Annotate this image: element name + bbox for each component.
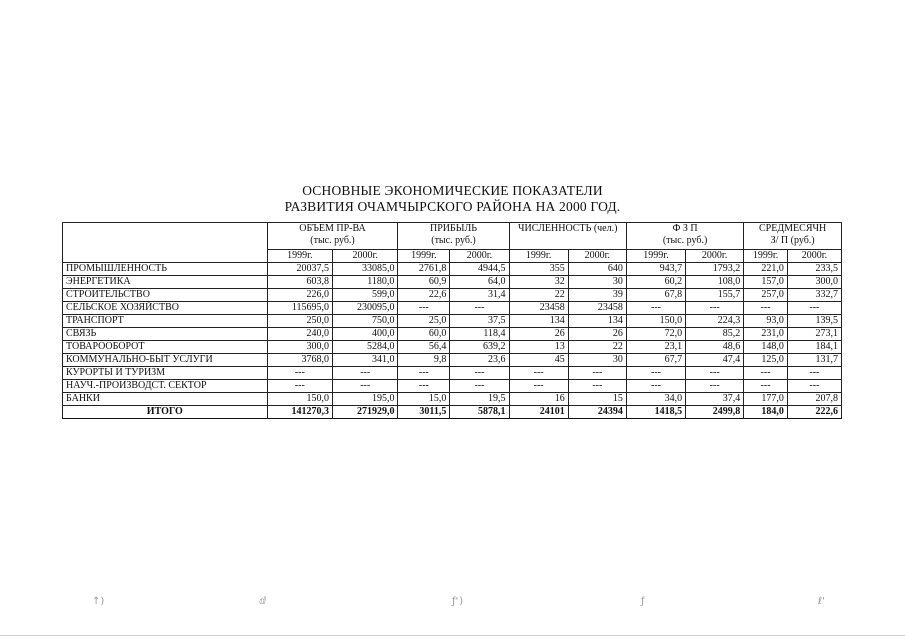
table-cell: 37,5: [450, 315, 509, 328]
table-cell: 48,6: [686, 341, 744, 354]
group-header-avg-salary: [744, 223, 842, 250]
table-cell: 222,6: [787, 406, 841, 419]
table-cell: 85,2: [686, 328, 744, 341]
table-cell: 67,8: [626, 289, 685, 302]
table-cell: 233,5: [787, 263, 841, 276]
table-cell: 300,0: [787, 276, 841, 289]
table-cell: ---: [398, 367, 450, 380]
table-cell: 157,0: [744, 276, 788, 289]
table-cell: 155,7: [686, 289, 744, 302]
table-cell: 72,0: [626, 328, 685, 341]
table-cell: ---: [398, 302, 450, 315]
table-cell: 34,0: [626, 393, 685, 406]
row-name: СВЯЗЬ: [63, 328, 268, 341]
table-cell: ---: [267, 367, 332, 380]
row-name-header: [63, 223, 268, 263]
table-cell: ---: [787, 367, 841, 380]
group-header-label: СРЕДМЕСЯЧН: [759, 223, 827, 234]
margin-mark: ƒ' ): [452, 596, 464, 607]
year-header: 1999г.: [744, 250, 788, 263]
table-cell: 60,9: [398, 276, 450, 289]
table-cell: 60,0: [398, 328, 450, 341]
row-name: ТОВАРООБОРОТ: [63, 341, 268, 354]
year-header: 2000г.: [568, 250, 626, 263]
table-cell: 45: [509, 354, 568, 367]
table-cell: 400,0: [333, 328, 398, 341]
total-row: [63, 406, 842, 419]
table-row: [63, 276, 842, 289]
row-name: НАУЧ.-ПРОИЗВОДСТ. СЕКТОР: [63, 380, 268, 393]
year-header: 2000г.: [450, 250, 509, 263]
group-header-headcount: [509, 223, 626, 250]
table-cell: ---: [267, 380, 332, 393]
table-cell: 943,7: [626, 263, 685, 276]
table-cell: 23458: [509, 302, 568, 315]
table-cell: 4944,5: [450, 263, 509, 276]
year-header: 2000г.: [686, 250, 744, 263]
group-header-row: [63, 223, 842, 250]
table-cell: 22: [568, 341, 626, 354]
table-cell: 15: [568, 393, 626, 406]
table-cell: ---: [398, 380, 450, 393]
group-header-label: ЧИСЛЕННОСТЬ (чел.): [517, 223, 618, 234]
table-cell: ---: [787, 380, 841, 393]
table-cell: 13: [509, 341, 568, 354]
table-cell: 300,0: [267, 341, 332, 354]
row-name: СТРОИТЕЛЬСТВО: [63, 289, 268, 302]
group-header-unit: (тыс. руб.): [662, 235, 708, 246]
table-cell: ---: [686, 367, 744, 380]
table-cell: 67,7: [626, 354, 685, 367]
table-cell: 273,1: [787, 328, 841, 341]
title-line-2: РАЗВИТИЯ ОЧАМЧЫРСКОГО РАЙОНА НА 2000 ГОД.: [284, 199, 621, 214]
table-cell: 750,0: [333, 315, 398, 328]
row-name: ПРОМЫШЛЕННОСТЬ: [63, 263, 268, 276]
table-cell: ---: [626, 302, 685, 315]
table-cell: 184,1: [787, 341, 841, 354]
table-cell: ---: [626, 367, 685, 380]
title-line-1: ОСНОВНЫЕ ЭКОНОМИЧЕСКИЕ ПОКАЗАТЕЛИ: [302, 183, 603, 198]
group-header-unit: (тыс. руб.): [431, 235, 476, 246]
year-header: 1999г.: [509, 250, 568, 263]
table-cell: 271929,0: [333, 406, 398, 419]
table-cell: 39: [568, 289, 626, 302]
table-cell: ---: [333, 367, 398, 380]
table-cell: 30: [568, 354, 626, 367]
row-name: КОММУНАЛЬНО-БЫТ УСЛУГИ: [63, 354, 268, 367]
table-cell: ---: [450, 302, 509, 315]
table-cell: 31,4: [450, 289, 509, 302]
table-cell: 226,0: [267, 289, 332, 302]
table-cell: ---: [450, 380, 509, 393]
table-body: [63, 263, 842, 419]
page-title: [0, 183, 905, 215]
table-cell: 134: [509, 315, 568, 328]
table-cell: 640: [568, 263, 626, 276]
table-cell: 1793,2: [686, 263, 744, 276]
margin-mark: ⅆ: [259, 596, 267, 607]
table-cell: 1418,5: [626, 406, 685, 419]
table-cell: 141270,3: [267, 406, 332, 419]
table-cell: 131,7: [787, 354, 841, 367]
table-cell: ---: [509, 367, 568, 380]
group-header-unit: (тыс. руб.): [310, 235, 355, 246]
year-header: 1999г.: [398, 250, 450, 263]
table-cell: 9,8: [398, 354, 450, 367]
table-cell: ---: [744, 302, 788, 315]
year-header: 2000г.: [787, 250, 841, 263]
table-cell: 257,0: [744, 289, 788, 302]
table-cell: 2761,8: [398, 263, 450, 276]
table-cell: 19,5: [450, 393, 509, 406]
table-cell: 207,8: [787, 393, 841, 406]
table-cell: 177,0: [744, 393, 788, 406]
table-cell: 93,0: [744, 315, 788, 328]
table-cell: 26: [509, 328, 568, 341]
table-row: [63, 341, 842, 354]
year-header: 1999г.: [626, 250, 685, 263]
table-cell: ---: [333, 380, 398, 393]
table-cell: ---: [787, 302, 841, 315]
table-cell: 355: [509, 263, 568, 276]
table-cell: 20037,5: [267, 263, 332, 276]
table-cell: ---: [744, 380, 788, 393]
table-cell: 33085,0: [333, 263, 398, 276]
table-cell: 24394: [568, 406, 626, 419]
table-cell: 30: [568, 276, 626, 289]
table-cell: ---: [686, 380, 744, 393]
row-name: СЕЛЬСКОЕ ХОЗЯЙСТВО: [63, 302, 268, 315]
table-cell: 224,3: [686, 315, 744, 328]
table-cell: 23,6: [450, 354, 509, 367]
table-cell: 23458: [568, 302, 626, 315]
table-cell: 3768,0: [267, 354, 332, 367]
table-cell: 37,4: [686, 393, 744, 406]
row-name: ТРАНСПОРТ: [63, 315, 268, 328]
page-bottom-edge: [0, 635, 905, 636]
table-cell: ---: [568, 380, 626, 393]
table-cell: 332,7: [787, 289, 841, 302]
table-cell: 134: [568, 315, 626, 328]
table-row: [63, 380, 842, 393]
group-header-label: Ф З П: [672, 223, 698, 234]
group-header-payroll: [626, 223, 743, 250]
year-header: 1999г.: [267, 250, 332, 263]
table-row: [63, 393, 842, 406]
table-cell: 150,0: [626, 315, 685, 328]
table-row: [63, 354, 842, 367]
table-cell: 139,5: [787, 315, 841, 328]
table-cell: 148,0: [744, 341, 788, 354]
table-cell: 250,0: [267, 315, 332, 328]
table-cell: 231,0: [744, 328, 788, 341]
year-header: 2000г.: [333, 250, 398, 263]
table-cell: 150,0: [267, 393, 332, 406]
table-cell: 64,0: [450, 276, 509, 289]
table-cell: 2499,8: [686, 406, 744, 419]
table-cell: 639,2: [450, 341, 509, 354]
table-cell: 195,0: [333, 393, 398, 406]
table-cell: 22: [509, 289, 568, 302]
table-cell: ---: [450, 367, 509, 380]
table-cell: 32: [509, 276, 568, 289]
table-cell: 230095,0: [333, 302, 398, 315]
table-cell: 23,1: [626, 341, 685, 354]
table-cell: 115695,0: [267, 302, 332, 315]
table-cell: 26: [568, 328, 626, 341]
table-row: [63, 289, 842, 302]
table-cell: 25,0: [398, 315, 450, 328]
table-cell: 3011,5: [398, 406, 450, 419]
table-cell: 125,0: [744, 354, 788, 367]
table-cell: 221,0: [744, 263, 788, 276]
table-cell: 16: [509, 393, 568, 406]
total-label: ИТОГО: [63, 406, 268, 419]
table-cell: 60,2: [626, 276, 685, 289]
table-cell: 22,6: [398, 289, 450, 302]
group-header-label: ОБЪЕМ ПР-ВА: [299, 223, 366, 234]
margin-mark: ƒ: [641, 596, 645, 607]
table-cell: 108,0: [686, 276, 744, 289]
table-cell: 184,0: [744, 406, 788, 419]
table-row: [63, 302, 842, 315]
table-cell: 15,0: [398, 393, 450, 406]
table-cell: 341,0: [333, 354, 398, 367]
table-row: [63, 263, 842, 276]
margin-mark: ↑): [92, 596, 105, 607]
group-header-label: ПРИБЫЛЬ: [429, 223, 477, 234]
table-cell: ---: [744, 367, 788, 380]
group-header-production: [267, 223, 398, 250]
group-header-profit: [398, 223, 509, 250]
table-row: [63, 315, 842, 328]
table-cell: 1180,0: [333, 276, 398, 289]
table-cell: 47,4: [686, 354, 744, 367]
row-name: КУРОРТЫ И ТУРИЗМ: [63, 367, 268, 380]
table-cell: 5284,0: [333, 341, 398, 354]
table-row: [63, 367, 842, 380]
table-cell: ---: [568, 367, 626, 380]
table-cell: 599,0: [333, 289, 398, 302]
group-header-unit: З/ П (руб.): [770, 235, 815, 246]
row-name: БАНКИ: [63, 393, 268, 406]
table-cell: ---: [686, 302, 744, 315]
table-row: [63, 328, 842, 341]
table-cell: ---: [509, 380, 568, 393]
row-name: ЭНЕРГЕТИКА: [63, 276, 268, 289]
table-cell: 24101: [509, 406, 568, 419]
table-cell: ---: [626, 380, 685, 393]
table-cell: 5878,1: [450, 406, 509, 419]
table-cell: 603,8: [267, 276, 332, 289]
table-cell: 56,4: [398, 341, 450, 354]
table-cell: 118,4: [450, 328, 509, 341]
indicators-table: [62, 222, 842, 419]
table-cell: 240,0: [267, 328, 332, 341]
margin-mark: ℓ': [818, 596, 825, 607]
